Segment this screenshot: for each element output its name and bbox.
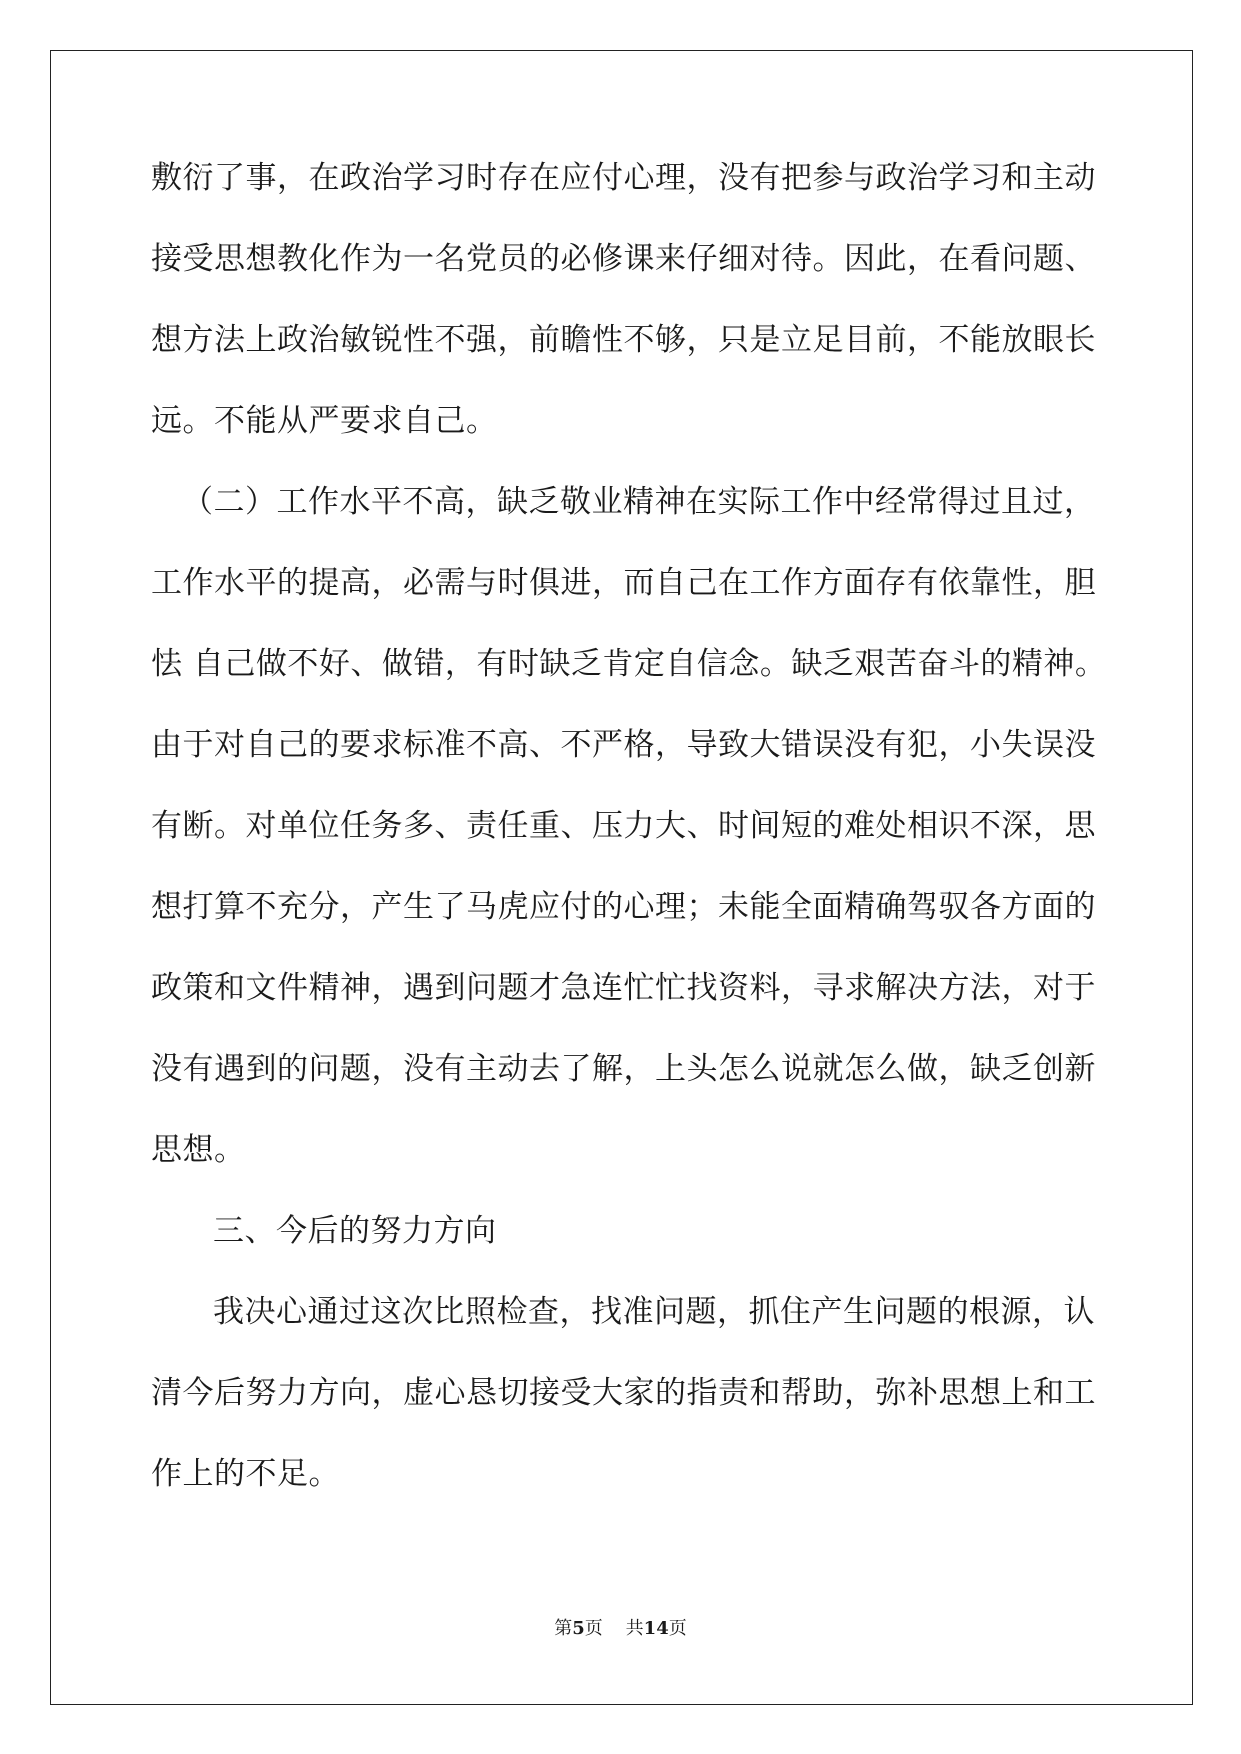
page-number: 5 xyxy=(572,1618,585,1639)
text-line: 远。不能从严要求自己。 xyxy=(151,403,498,439)
page-footer xyxy=(0,1618,1241,1640)
text-line: 想方法上政治敏锐性不强，前瞻性不够，只是立足目前，不能放眼长 xyxy=(151,322,1096,358)
text-line: （二）工作水平不高，缺乏敬业精神在实际工作中经常得过且过， xyxy=(182,484,1096,520)
text-line: 我决心通过这次比照检查，找准问题，抓住产生问题的根源，认 xyxy=(213,1294,1095,1330)
text-line: 政策和文件精神，遇到问题才急连忙忙找资料，寻求解决方法，对于 xyxy=(151,970,1096,1006)
text-line: 想打算不充分，产生了马虎应付的心理；未能全面精确驾驭各方面的 xyxy=(151,889,1096,925)
text-line: 怯 自己做不好、做错，有时缺乏肯定自信念。缺乏艰苦奋斗的精神。 xyxy=(151,646,1107,682)
total-pages: 14 xyxy=(643,1618,669,1639)
section-heading: 三、今后的努力方向 xyxy=(213,1213,497,1249)
footer-page-suffix: 页 xyxy=(584,1618,603,1639)
text-line: 有断。对单位任务多、责任重、压力大、时间短的难处相识不深，思 xyxy=(151,808,1096,844)
text-line: 没有遇到的问题，没有主动去了解，上头怎么说就怎么做，缺乏创新 xyxy=(151,1051,1096,1087)
text-line: 接受思想教化作为一名党员的必修课来仔细对待。因此，在看问题、 xyxy=(151,241,1096,277)
text-line: 作上的不足。 xyxy=(151,1456,340,1492)
text-line: 工作水平的提高，必需与时俱进，而自己在工作方面存有依靠性，胆 xyxy=(151,565,1096,601)
footer-total-suffix: 页 xyxy=(668,1618,687,1639)
footer-total-prefix: 共 xyxy=(625,1618,644,1639)
text-line: 清今后努力方向，虚心恳切接受大家的指责和帮助，弥补思想上和工 xyxy=(151,1375,1096,1411)
text-line: 敷衍了事，在政治学习时存在应付心理，没有把参与政治学习和主动 xyxy=(151,160,1096,196)
text-line: 思想。 xyxy=(151,1132,246,1168)
text-line: 由于对自己的要求标准不高、不严格，导致大错误没有犯，小失误没 xyxy=(151,727,1096,763)
footer-prefix: 第 xyxy=(554,1618,573,1639)
